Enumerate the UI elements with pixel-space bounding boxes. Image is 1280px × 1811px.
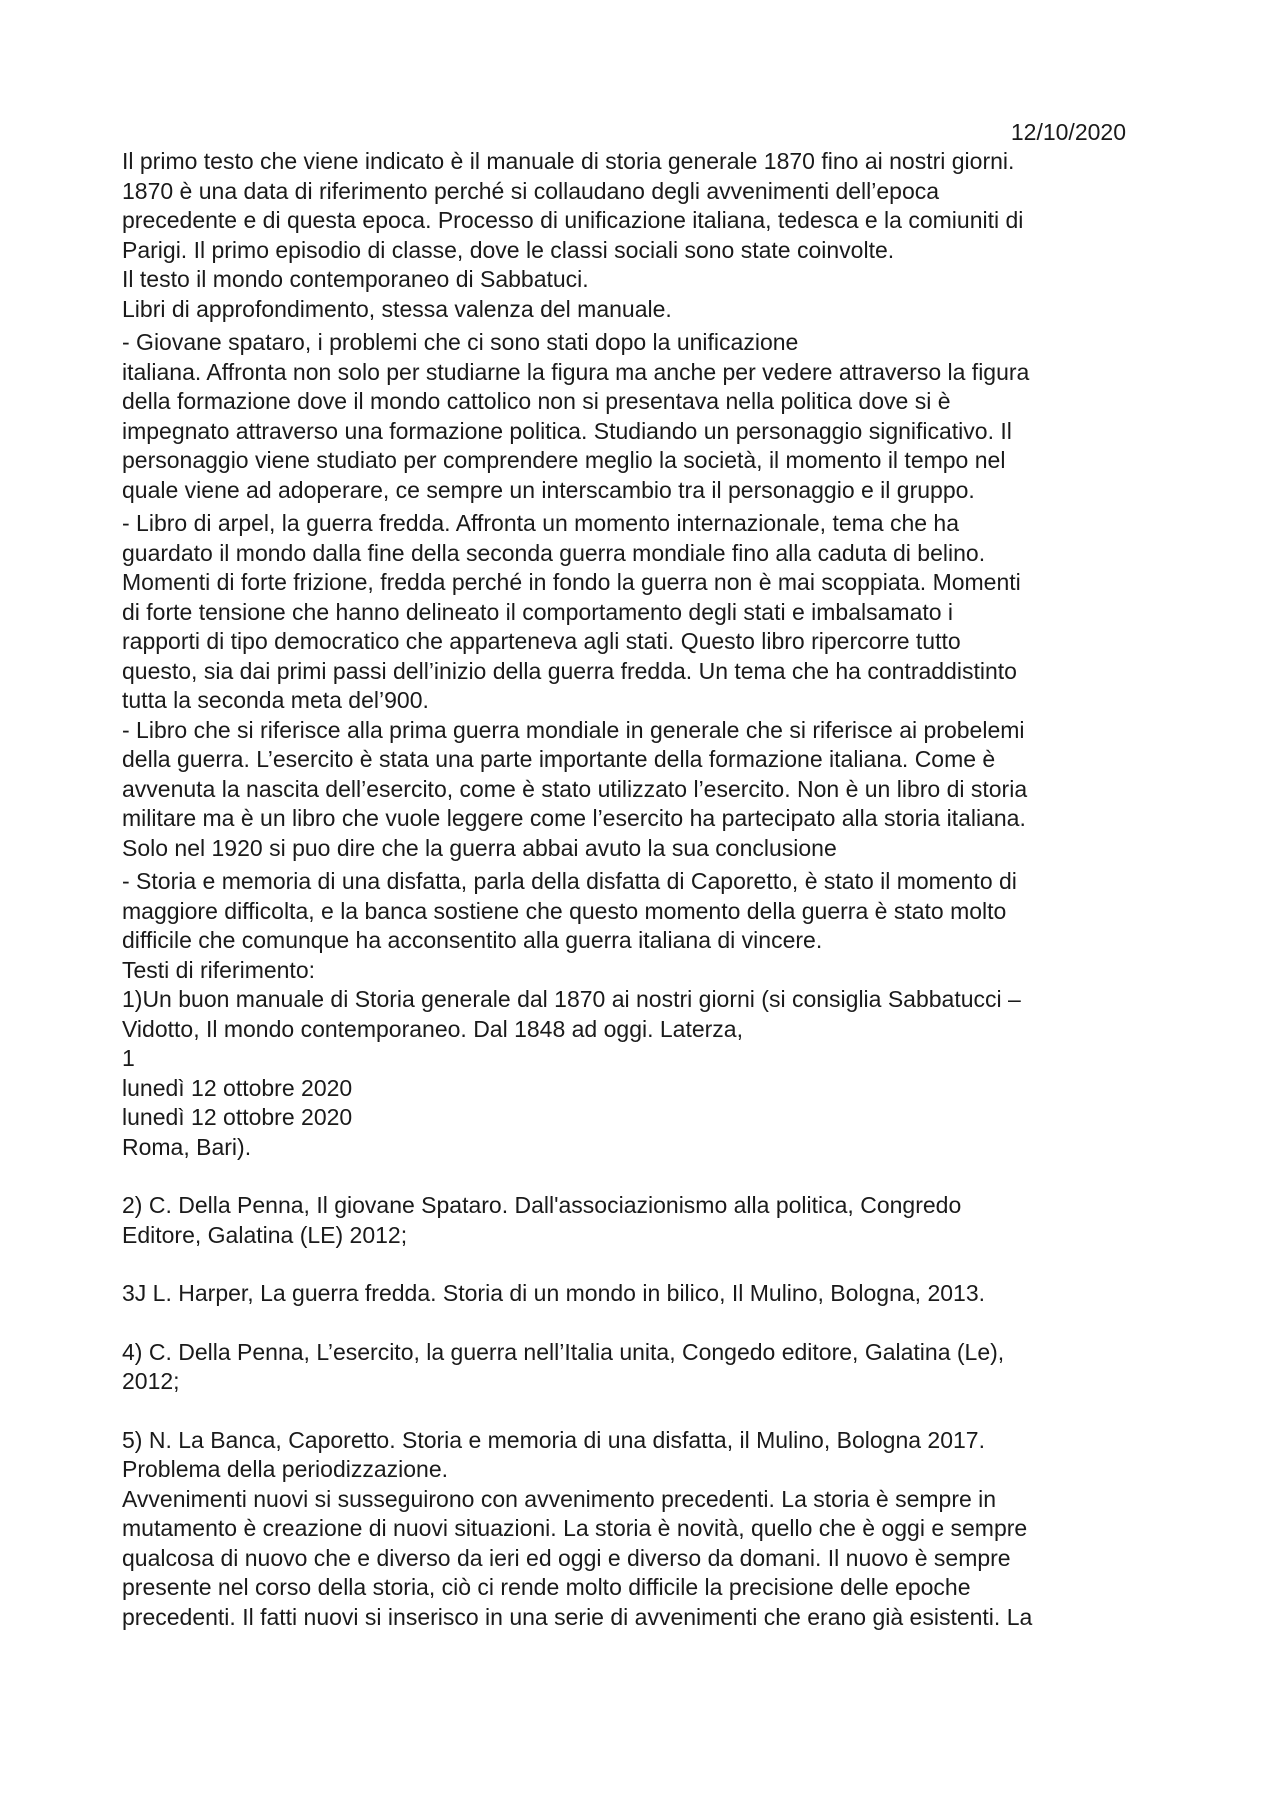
- reference-4: [122, 1338, 1152, 1397]
- text-line: precedente e di questa epoca. Processo di unificazione italiana, tedesca e la comiuniti di: [122, 207, 1024, 233]
- text-line: della formazione dove il mondo cattolico non si presentava nella politica dove si è: [122, 388, 951, 414]
- text-line: avvenuta la nascita dell’esercito, come è stato utilizzato l’esercito. Non è un libro di storia: [122, 775, 1028, 802]
- reference-3: [122, 1279, 1152, 1309]
- page-number: 1: [122, 1045, 135, 1071]
- text-line: presente nel corso della storia, ciò ci rende molto difficile la precisione delle epoche: [122, 1574, 971, 1600]
- document-date: 12/10/2020: [1010, 119, 1126, 145]
- text-line: maggiore difficolta, e la banca sostiene che questo momento della guerra è stato molto: [122, 897, 1007, 924]
- text-line: militare ma è un libro che vuole leggere come l’esercito ha partecipato alla storia italiana.: [122, 805, 1026, 831]
- text-line: impegnato attraverso una formazione politica. Studiando un personaggio significativo. Il: [122, 417, 1012, 444]
- text-line: - Libro che si riferisce alla prima guerra mondiale in generale che si riferisce ai probelemi: [122, 716, 1025, 743]
- text-line: Avvenimenti nuovi si susseguirono con avvenimento precedenti. La storia è sempre in: [122, 1485, 997, 1512]
- text-line: italiana. Affronta non solo per studiarne la figura ma anche per vedere attraverso la figura: [122, 358, 1030, 385]
- text-line: Libri di approfondimento, stessa valenza del manuale.: [122, 295, 672, 322]
- reference-item: Editore, Galatina (LE) 2012;: [122, 1221, 408, 1248]
- text-line: mutamento è creazione di nuovi situazioni. La storia è novità, quello che è oggi e sempre: [122, 1515, 1028, 1541]
- text-line: di forte tensione che hanno delineato il comportamento degli stati e imbalsamato i: [122, 598, 954, 625]
- esercito-paragraph: [122, 716, 1152, 864]
- text-line: qualcosa di nuovo che e diverso da ieri ed oggi e diverso da domani. Il nuovo è sempre: [122, 1544, 1011, 1571]
- text-line: difficile che comunque ha acconsentito alla guerra italiana di vincere.: [122, 927, 823, 953]
- spataro-paragraph: [122, 328, 1152, 505]
- reference-item: Vidotto, Il mondo contemporaneo. Dal 1848 ad oggi. Laterza,: [122, 1015, 743, 1042]
- reference-item: Roma, Bari).: [122, 1133, 252, 1160]
- reference-item: 1)Un buon manuale di Storia generale dal 1870 ai nostri giorni (si consiglia Sabbatucci –: [122, 986, 1021, 1012]
- reference-2: [122, 1191, 1152, 1250]
- header-date: lunedì 12 ottobre 2020: [122, 1104, 353, 1130]
- text-line: personaggio viene studiato per comprendere meglio la società, il momento il tempo nel: [122, 447, 1006, 473]
- intro-paragraph: [122, 147, 1152, 324]
- section-heading: Problema della periodizzazione.: [122, 1456, 449, 1482]
- caporetto-paragraph: [122, 867, 1152, 1162]
- text-line: questo, sia dai primi passi dell’inizio della guerra fredda. Un tema che ha contraddistinto: [122, 657, 1017, 684]
- text-line: precedenti. Il fatti nuovi si inserisco in una serie di avvenimenti che erano già esistenti. La: [122, 1603, 1033, 1630]
- text-line: della guerra. L’esercito è stata una parte importante della formazione italiana. Come è: [122, 746, 996, 772]
- reference-5-and-periodization: [122, 1426, 1152, 1633]
- text-line: Il testo il mondo contemporaneo di Sabbatuci.: [122, 266, 589, 292]
- harper-paragraph: [122, 509, 1152, 716]
- reference-item: 2) C. Della Penna, Il giovane Spataro. Dall'associazionismo alla politica, Congredo: [122, 1192, 962, 1218]
- text-line: - Storia e memoria di una disfatta, parla della disfatta di Caporetto, è stato il momento di: [122, 868, 1017, 894]
- text-line: - Giovane spataro, i problemi che ci sono stati dopo la unificazione: [122, 329, 799, 355]
- header-date: lunedì 12 ottobre 2020: [122, 1074, 353, 1101]
- text-line: 1870 è una data di riferimento perché si collaudano degli avvenimenti dell’epoca: [122, 177, 940, 204]
- text-line: Parigi. Il primo episodio di classe, dove le classi sociali sono state coinvolte.: [122, 236, 895, 263]
- reference-item: 2012;: [122, 1368, 180, 1394]
- reference-item: 5) N. La Banca, Caporetto. Storia e memoria di una disfatta, il Mulino, Bologna 2017.: [122, 1426, 985, 1453]
- text-line: Solo nel 1920 si puo dire che la guerra abbai avuto la sua conclusione: [122, 834, 837, 861]
- text-line: quale viene ad adoperare, ce sempre un interscambio tra il personaggio e il gruppo.: [122, 476, 975, 503]
- reference-item: 4) C. Della Penna, L’esercito, la guerra nell’Italia unita, Congedo editore, Galatina (Le),: [122, 1338, 1005, 1365]
- text-line: - Libro di arpel, la guerra fredda. Affronta un momento internazionale, tema che ha: [122, 510, 960, 536]
- text-line: rapporti di tipo democratico che apparteneva agli stati. Questo libro ripercorre tutto: [122, 628, 961, 654]
- text-line: guardato il mondo dalla fine della seconda guerra mondiale fino alla caduta di belino.: [122, 539, 986, 566]
- text-line: Momenti di forte frizione, fredda perché in fondo la guerra non è mai scoppiata. Momenti: [122, 569, 1021, 595]
- text-line: tutta la seconda meta del’900.: [122, 687, 429, 713]
- text-line: Il primo testo che viene indicato è il manuale di storia generale 1870 fino ai nostri giorni.: [122, 148, 1015, 174]
- references-heading: Testi di riferimento:: [122, 956, 316, 983]
- reference-item: 3J L. Harper, La guerra fredda. Storia di un mondo in bilico, Il Mulino, Bologna, 2013.: [122, 1280, 986, 1306]
